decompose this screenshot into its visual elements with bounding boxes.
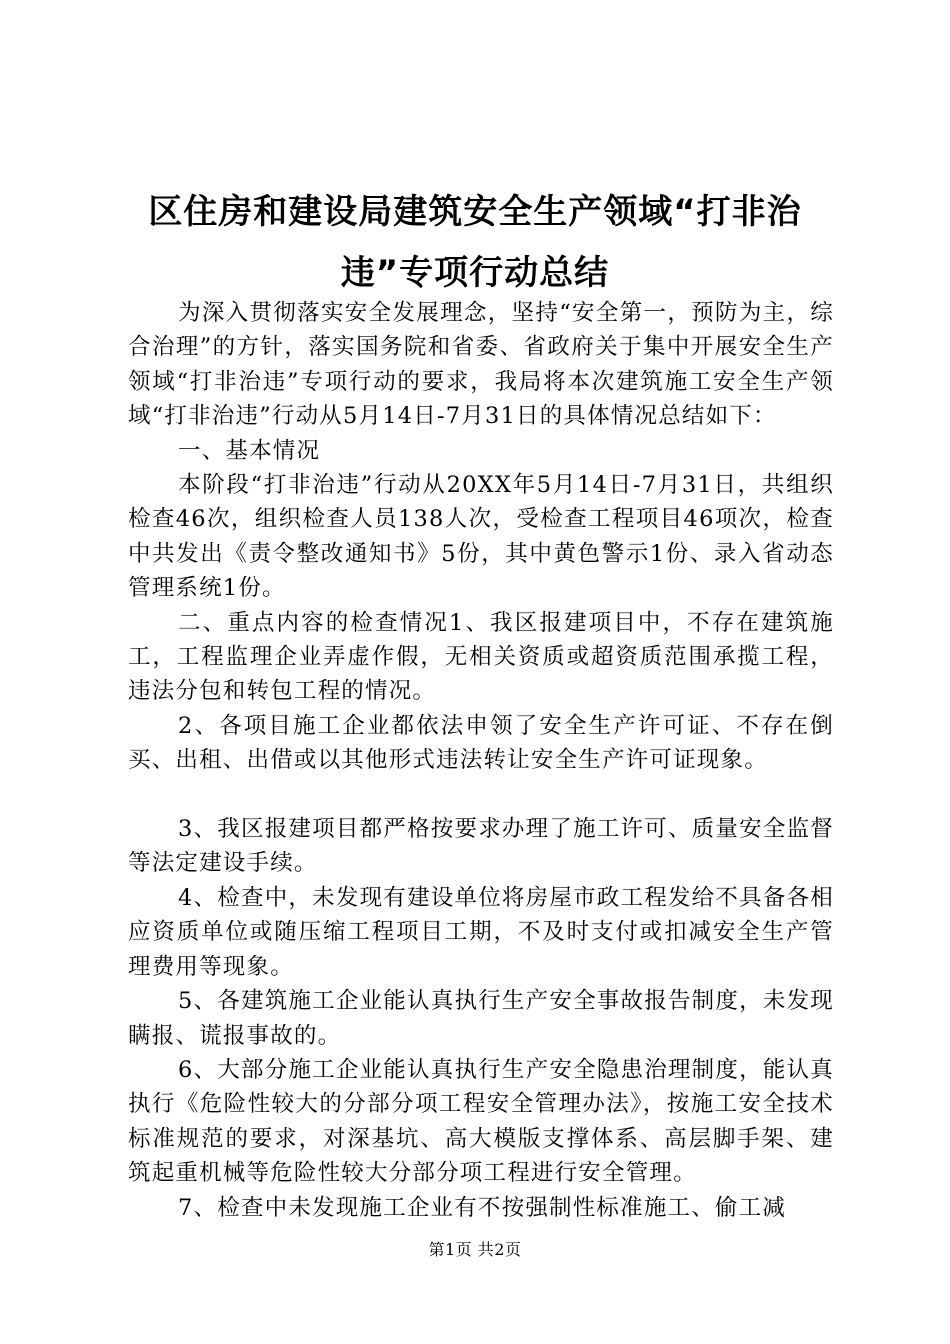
document-title: 区住房和建设局建筑安全生产领域“打非治违”专项行动总结 — [148, 192, 802, 293]
paragraph-intro: 为深入贯彻落实安全发展理念，坚持“安全第一，预防为主，综合治理”的方针，落实国务院和省委、省政府关于集中开展安全生产领域“打非治违”专项行动的要求，我局将本次建筑施工安全生产领域“打非治违”行动从5月14日-7月31日的具体情况总结如下： — [128, 300, 834, 430]
paragraph-item-6: 6、大部分施工企业能认真执行生产安全隐患治理制度，能认真执行《危险性较大的分部分项工程安全管理办法》，按施工安全技术标准规范的要求，对深基坑、高大模版支撑体系、高层脚手架、建筑起重机械等危险性较大分部分项工程进行安全管理。 — [128, 1056, 834, 1187]
paragraph-item-1: 二、重点内容的检查情况1、我区报建项目中，不存在建筑施工，工程监理企业弄虚作假，无相关资质或超资质范围承揽工程，违法分包和转包工程的情况。 — [128, 609, 834, 705]
section-heading-basic-situation: 一、基本情况 — [178, 437, 321, 464]
page-number-footer: 第1页 共2页 — [428, 1240, 522, 1259]
paragraph-item-3: 3、我区报建项目都严格按要求办理了施工许可、质量安全监督等法定建设手续。 — [128, 816, 834, 877]
paragraph-item-5: 5、各建筑施工企业能认真执行生产安全事故报告制度，未发现瞒报、谎报事故的。 — [128, 988, 834, 1049]
paragraph-item-4: 4、检查中，未发现有建设单位将房屋市政工程发给不具备各相应资质单位或随压缩工程项目工期，不及时支付或扣减安全生产管理费用等现象。 — [128, 884, 834, 980]
paragraph-item-2: 2、各项目施工企业都依法申领了安全生产许可证、不存在倒买、出租、出借或以其他形式违法转让安全生产许可证现象。 — [128, 712, 834, 774]
paragraph-basic-situation: 本阶段“打非治违”行动从20XX年5月14日-7月31日，共组织检查46次，组织检查人员138人次，受检查工程项目46项次，检查中共发出《责令整改通知书》5份，其中黄色警示1份、录入省动态管理系统1份。 — [128, 472, 834, 602]
paragraph-item-7: 7、检查中未发现施工企业有不按强制性标准施工、偷工减 — [178, 1194, 787, 1221]
document-body — [128, 296, 834, 1225]
